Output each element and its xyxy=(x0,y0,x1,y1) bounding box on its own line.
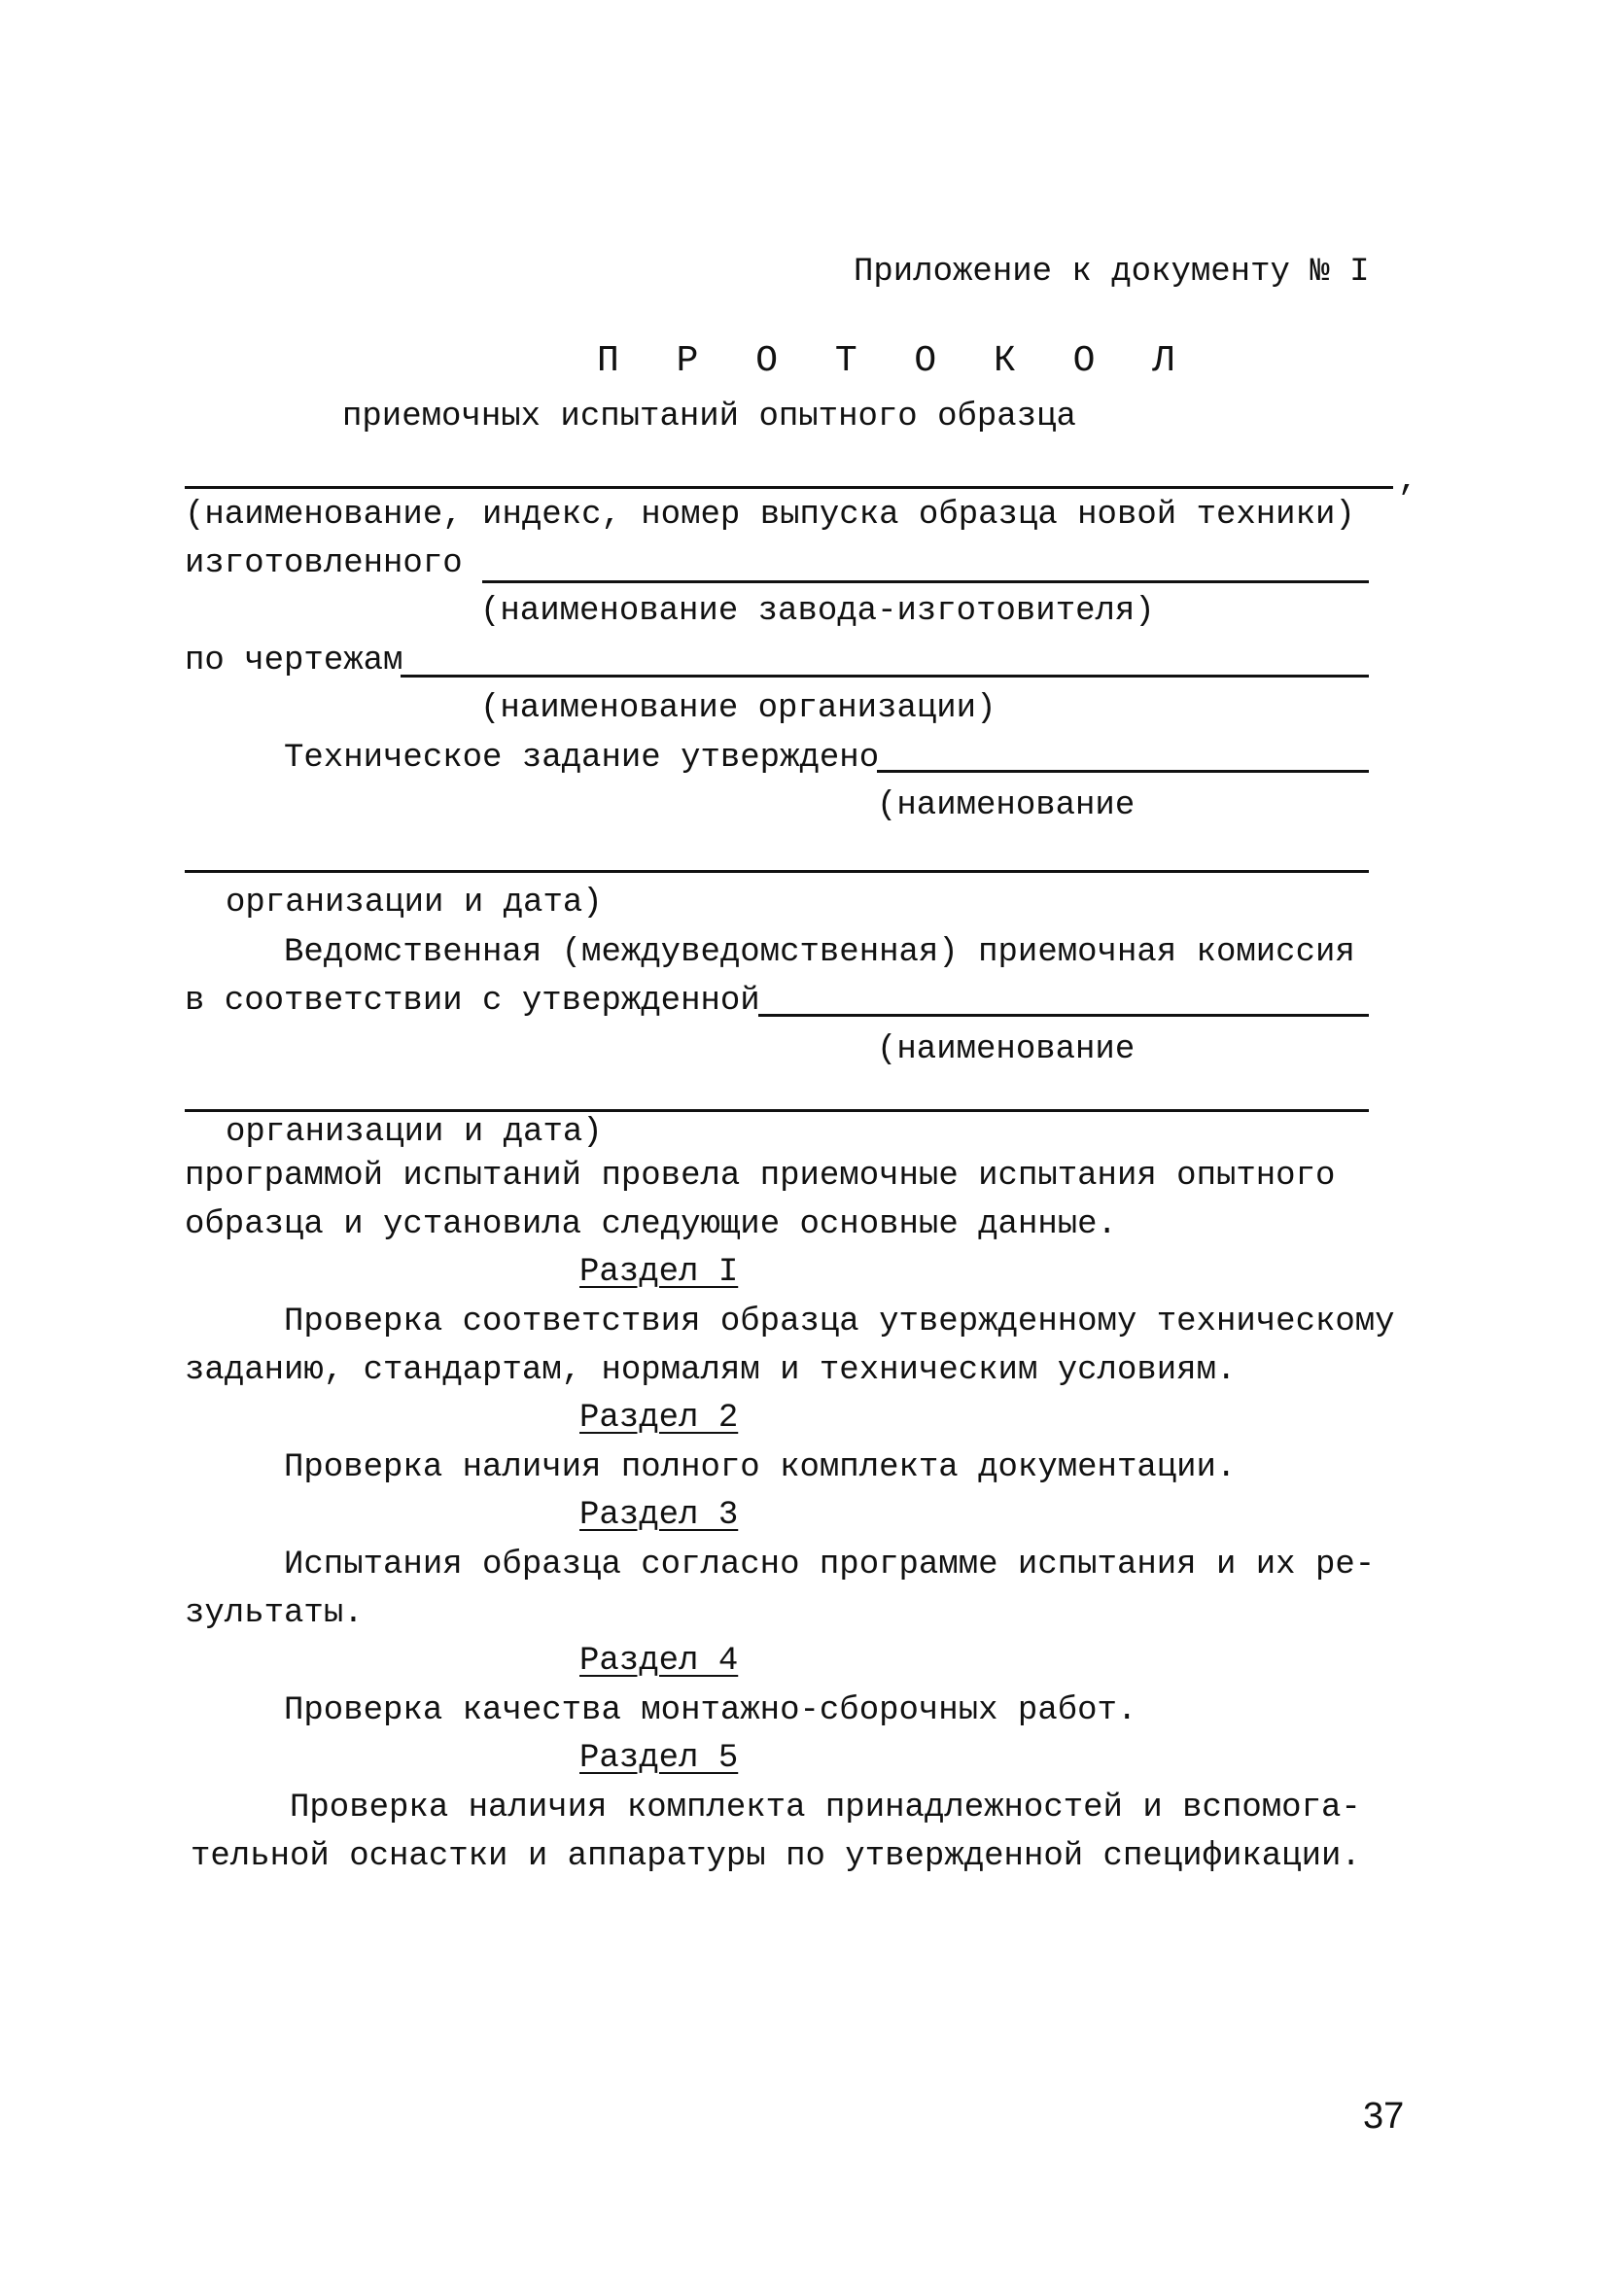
label-approved-per: в соответствии с утвержденной xyxy=(185,983,760,1020)
section-4-heading: Раздел 4 xyxy=(579,1643,739,1680)
caption-organization: (наименование организации) xyxy=(480,690,996,727)
caption-org-date-2: организации и дата) xyxy=(226,1114,603,1151)
section-5-heading: Раздел 5 xyxy=(579,1740,739,1777)
fill-line-program-org-date xyxy=(185,1109,1369,1112)
caption-name-1: (наименование xyxy=(877,787,1136,824)
section-4-line-1: Проверка качества монтажно-сборочных работ. xyxy=(284,1692,1137,1729)
section-3-line-2: зультаты. xyxy=(185,1595,364,1632)
section-1-line-1: Проверка соответствия образца утвержденному техническому xyxy=(284,1304,1395,1340)
fill-line-sample-name xyxy=(185,486,1393,489)
caption-org-date-1: организации и дата) xyxy=(226,885,603,922)
caption-sample-name: (наименование, индекс, номер выпуска образца новой техники) xyxy=(185,497,1355,534)
body-line-2: образца и установила следующие основные данные. xyxy=(185,1206,1117,1243)
caption-name-2: (наименование xyxy=(877,1031,1136,1068)
label-manufactured: изготовленного xyxy=(185,545,463,582)
trailing-comma: , xyxy=(1398,463,1418,500)
section-2-heading: Раздел 2 xyxy=(579,1400,739,1437)
fill-line-manufacturer xyxy=(482,580,1369,583)
appendix-reference: Приложение к документу № I xyxy=(854,254,1370,291)
section-3-line-1: Испытания образца согласно программе испытания и их ре- xyxy=(284,1547,1376,1583)
section-5-line-1: Проверка наличия комплекта принадлежностей и вспомога- xyxy=(290,1790,1361,1826)
section-1-heading: Раздел I xyxy=(579,1254,739,1291)
fill-line-spec-approved xyxy=(877,770,1369,773)
fill-line-approved-per xyxy=(758,1014,1369,1017)
section-1-line-2: заданию, стандартам, нормалям и техническим условиям. xyxy=(185,1352,1237,1389)
section-2-line-1: Проверка наличия полного комплекта документации. xyxy=(284,1449,1237,1486)
fill-line-spec-org-date xyxy=(185,870,1369,873)
commission-line: Ведомственная (междуведомственная) приемочная комиссия xyxy=(284,934,1355,971)
label-drawings: по чертежам xyxy=(185,643,403,679)
fill-line-drawings xyxy=(401,675,1369,678)
page-number: 37 xyxy=(1363,2096,1405,2137)
document-title: П Р О Т О К О Л xyxy=(597,340,1193,382)
caption-manufacturer: (наименование завода-изготовителя) xyxy=(480,593,1155,630)
section-5-line-2: тельной оснастки и аппаратуры по утвержденной спецификации. xyxy=(191,1838,1361,1875)
document-subtitle: приемочных испытаний опытного образца xyxy=(342,399,1076,435)
body-line-1: программой испытаний провела приемочные испытания опытного xyxy=(185,1158,1336,1195)
section-3-heading: Раздел 3 xyxy=(579,1497,739,1534)
label-spec-approved: Техническое задание утверждено xyxy=(284,740,880,777)
